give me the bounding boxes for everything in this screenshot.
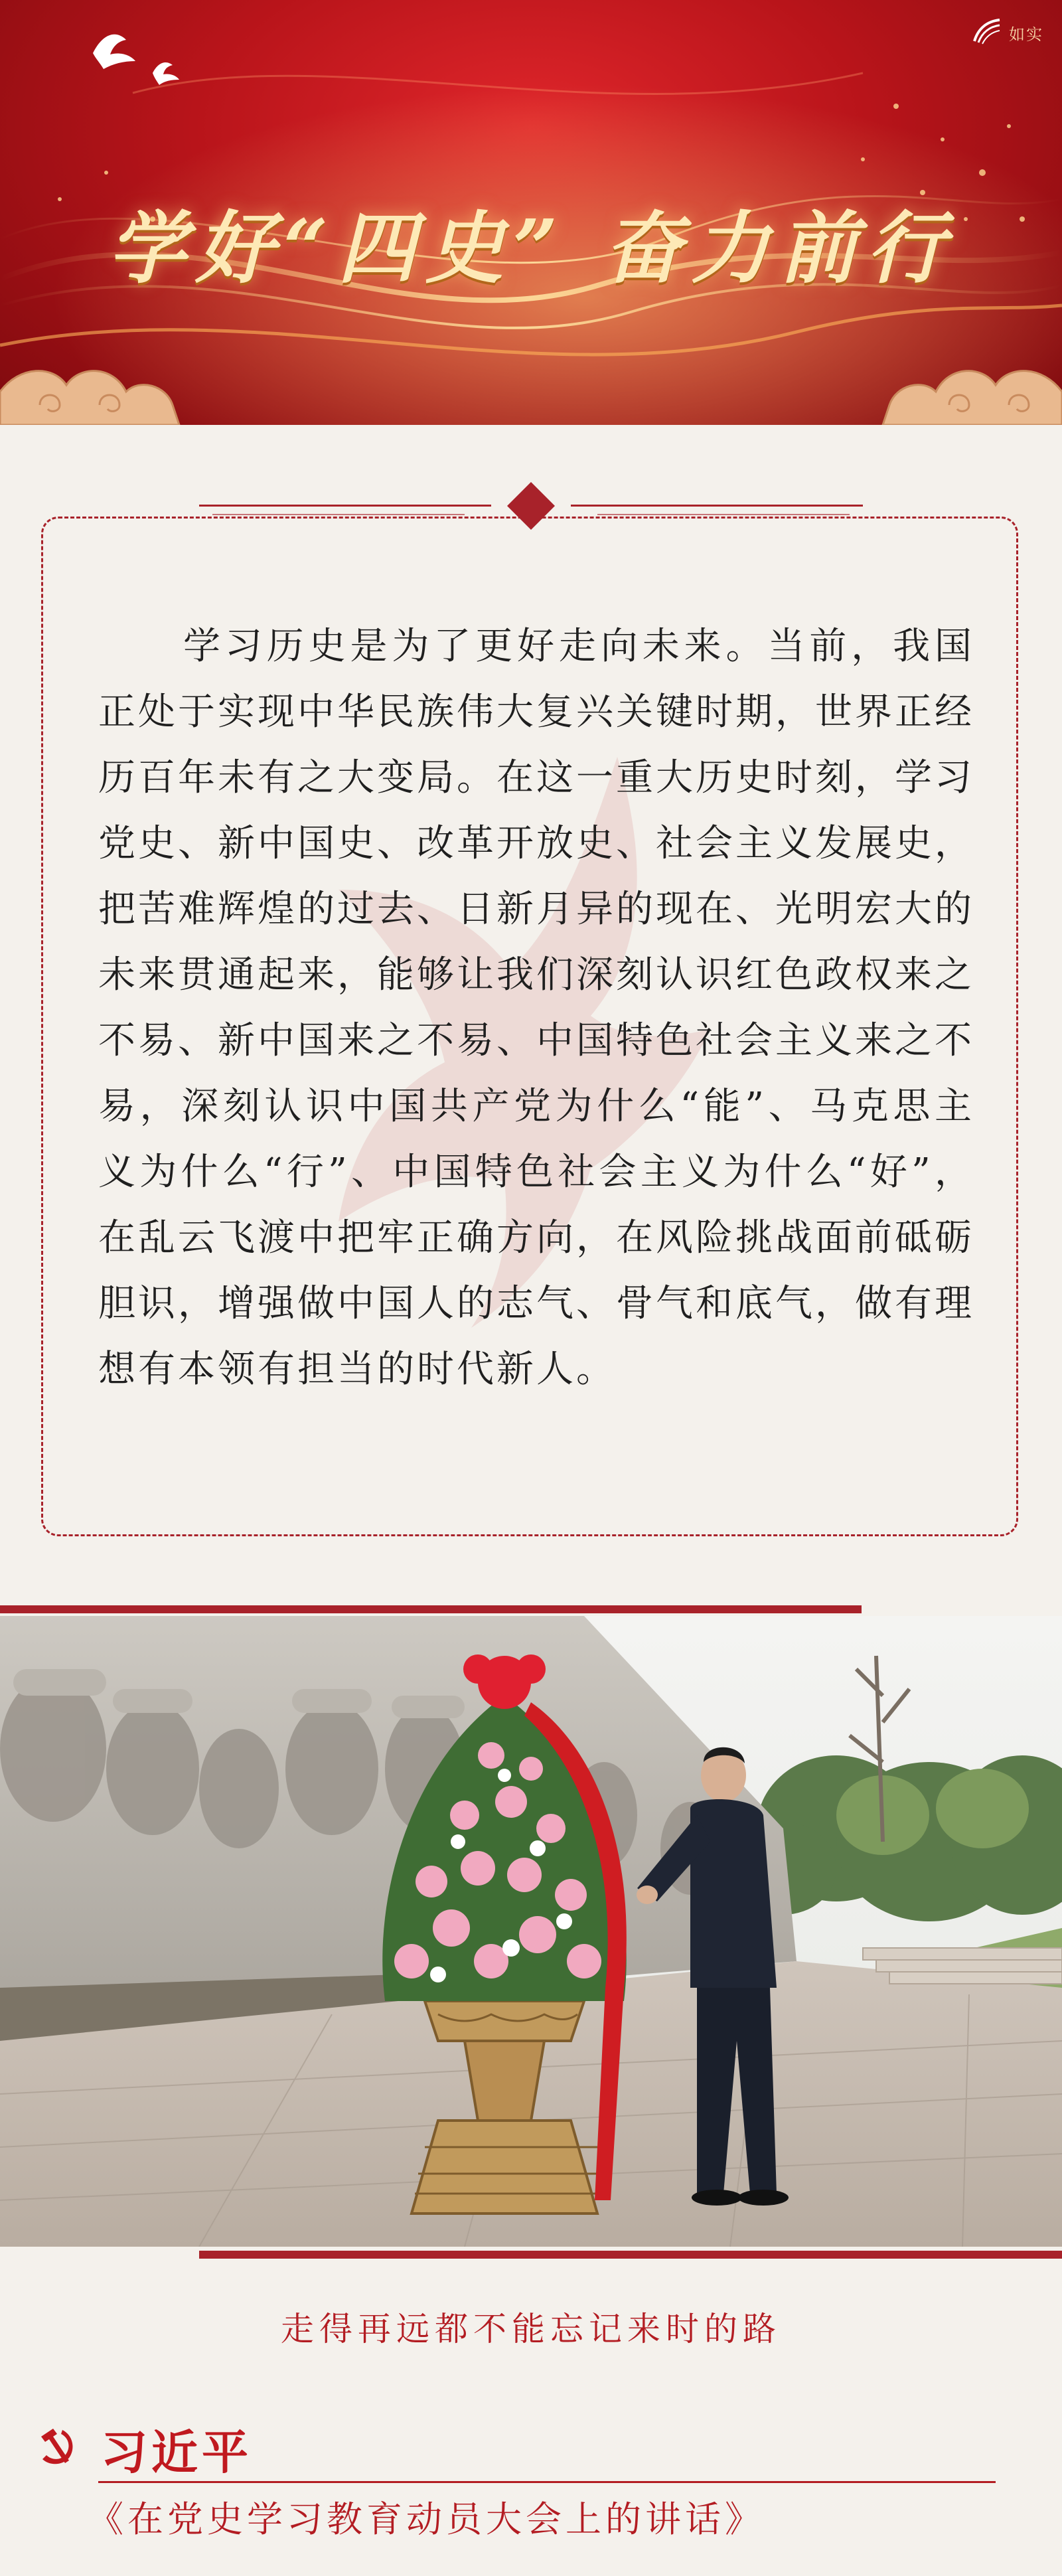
publisher-logo-icon — [970, 15, 1004, 48]
doves-icon — [66, 20, 199, 93]
author-name: 习近平 — [101, 2425, 252, 2480]
header-banner — [0, 0, 1062, 425]
wreath-ceremony-illustration — [0, 1616, 1062, 2247]
photo-bottom-rule — [199, 2251, 1062, 2259]
page-title: 学好“四史” 奋力前行 — [108, 202, 954, 295]
auspicious-clouds-decoration — [0, 345, 1062, 425]
publisher-logo — [970, 12, 1043, 52]
publisher-logo-text: 如实 — [1009, 25, 1043, 44]
hammer-sickle-icon — [35, 2425, 78, 2468]
diamond-ornament-icon — [199, 473, 863, 539]
photo-caption: 走得再远都不能忘记来时的路 — [281, 2310, 781, 2348]
wreath-ceremony-photo — [0, 1616, 1062, 2247]
author-divider — [98, 2481, 996, 2483]
article-paragraph: 学习历史是为了更好走向未来。当前，我国正处于实现中华民族伟大复兴关键时期，世界正经历百年未有之大变局。在这一重大历史时刻，学习党史、新中国史、改革开放史、社会主义发展史，把苦难辉煌的过去、日新月异的现在、光明宏大的未来贯通起来，能够让我们深刻认识红色政权来之不易、新中国来之不易、中国特色社会主义来之不易，深刻认识中国共产党为什么“能”、马克思主义为什么“行”、中国特色社会主义为什么“好”，在乱云飞渡中把牢正确方向，在风险挑战面前砥砺胆识，增强做中国人的志气、骨气和底气，做有理想有本领有担当的时代新人。 — [98, 625, 974, 1391]
photo-top-rule — [0, 1605, 862, 1613]
speech-source: 《在党史学习教育动员大会上的讲话》 — [88, 2498, 765, 2540]
